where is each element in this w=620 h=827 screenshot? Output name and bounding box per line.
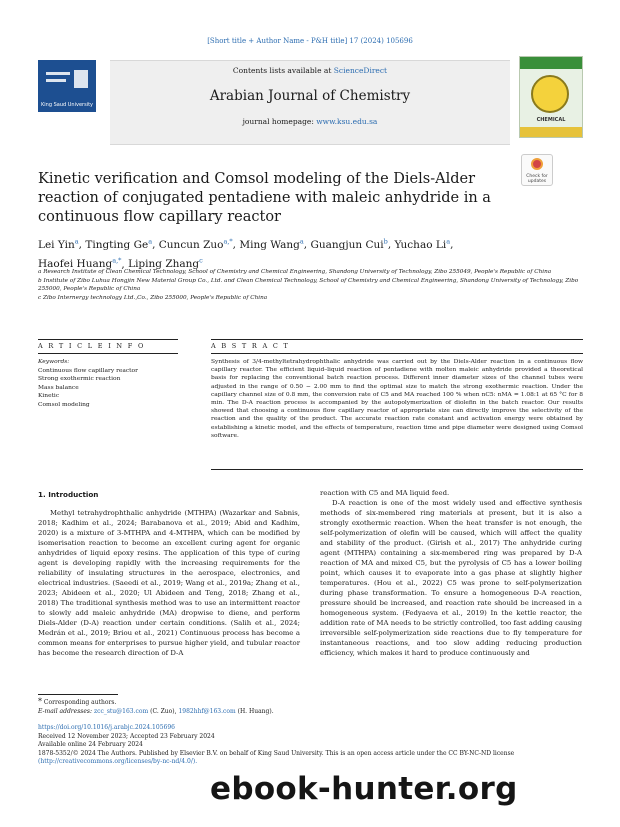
keyword: Kinetic — [38, 393, 60, 400]
publisher-emblem-icon — [38, 60, 96, 100]
received-line: Received 12 November 2023; Accepted 23 February 2024 — [38, 732, 215, 740]
check-for-updates-button[interactable] — [521, 154, 553, 186]
publisher-logo-text: King Saud University — [41, 102, 93, 108]
publication-info — [38, 724, 583, 767]
copyright-line: 1878-5352/© 2024 The Authors. Published by Elsevier B.V. on behalf of King Saud University. This is an open access article under the CC BY-NC-ND license — [38, 749, 515, 757]
running-head: [Short title + Author Name - P&H title] 17 (2024) 105696 — [207, 37, 413, 45]
abstract-text: Synthesis of 3/4-methyltetrahydrophthalic anhydride was carried out by the Diels-Alder reaction in a continuous flow capillary reactor. The efficient liquid–liquid reaction of pentadiene with molten maleic anhydride provided a theoretical basis for replacing the conventional batch reaction process. Different inner diameter sizes of the channel tubes were adjusted in the range of 0.50 − 2.00 mm to find the optimal size to match the strong exothermic reaction. Under the capillary channel size of 0.8 mm, the conversion rate of C5 and MA reached 100 % when nC5: nMA = 1.08:1 at 65 °C for 8 min. The D-A reaction process is accompanied by the autopolymerization of diolefin in the batch reactor. Our results showed that choosing a continuous flow capillary reactor of appropriate size can directly improve the selectivity of the reaction and the quality of the product. The accurate reaction rate constant and activation energy were obtained by establishing a kinetic model, and the effects of temperature, reaction time and pipe diameter were designed using Comsol software. — [211, 359, 583, 439]
available-line: Available online 24 February 2024 — [38, 741, 143, 749]
cover-emblem-icon — [531, 75, 569, 113]
divider — [38, 353, 178, 354]
contents-prefix: Contents lists available at — [232, 66, 334, 75]
publisher-logo — [38, 60, 96, 112]
author[interactable]: Lei Yin$^a$ — [38, 237, 79, 251]
author[interactable]: Liping Zhang$^c$ — [128, 256, 203, 270]
author-list: Lei Yin$^a$, Tingting Ge$^a$, Cuncun Zuo$^{a,*}$, Ming Wang$^a$, Guangjun Cui$^b$, Yuchao Li$^a$, Haofei Huang$^{a,*}$, Liping Zhang$^c$ — [38, 237, 454, 270]
homepage-line — [110, 117, 510, 126]
sciencedirect-link[interactable]: ScienceDirect — [333, 66, 388, 75]
author[interactable]: Guangjun Cui$^b$ — [310, 237, 388, 251]
check-updates-icon — [531, 158, 543, 170]
doi-link[interactable]: https://doi.org/10.1016/j.arabjc.2024.105696 — [38, 724, 175, 731]
cover-band-top — [520, 57, 582, 69]
divider — [211, 353, 583, 354]
corresponding-note: * Corresponding authors. — [38, 697, 117, 706]
affiliation: a Research Institute of Clean Chemical Technology, School of Chemistry and Chemical Engineering, Shandong University of Technology, Zibo 255049, People's Republic of China — [38, 269, 552, 275]
affiliation: c Zibo Internergy technology Ltd.,Co., Zibo 255000, People's Republic of China — [38, 295, 268, 301]
divider — [211, 469, 583, 470]
author[interactable]: Haofei Huang$^{a,*}$ — [38, 256, 122, 270]
divider — [211, 339, 583, 340]
keywords-block — [38, 358, 178, 410]
body-column-right — [320, 489, 582, 658]
journal-cover — [519, 56, 583, 138]
affiliation: b Institute of Zibo Luhua Hongjin New Material Group Co., Ltd. and Clean Chemical Technology, School of Chemistry and Chemical Engineering, Shandong University of Technology, Zibo 255000, People's Republic of China — [38, 278, 579, 292]
keyword: Mass balance — [38, 384, 79, 391]
footnote-divider — [38, 694, 118, 695]
paragraph: reaction with C5 and MA liquid feed. — [320, 489, 450, 497]
homepage-link[interactable]: www.ksu.edu.sa — [316, 117, 378, 126]
watermark: ebook-hunter.org — [210, 771, 518, 807]
author[interactable]: Cuncun Zuo$^{a,*}$ — [158, 237, 233, 251]
affiliations — [38, 268, 583, 303]
keyword: Strong exothermic reaction — [38, 376, 121, 383]
author[interactable]: Yuchao Li$^a$ — [394, 237, 451, 251]
author[interactable]: Ming Wang$^a$ — [239, 237, 304, 251]
paragraph: D-A reaction is one of the most widely used and effective synthesis methods of six-membered ring materials at present, but it is also a strongly exothermic reaction. When the heat transfer is not enough, the self-polymerization of olefin will be caused, which will affect the quality and stability of the product. (Girish et al., 2017) The anhydride curing agent (MTHPA) containing a six-membered ring was prepared by D-A reaction of MA and mixed C5, but the pyrolysis of C5 has a lower boiling point, which causes it to evaporate into a gas phase at slightly higher temperatures. (Hou et al., 2022) C5 was prone to self-polymerization during phase transformation. To ensure a homogeneous D-A reaction, pressure should be increased, and reaction rate should be increased in a homogeneous system. (Fedyaeva et al., 2019) In the kettle reactor, the addition rate of MA needs to be strictly controlled, too fast adding causing irreversible self-polymerization side reactions due to fly temperature for instantaneous reactions, and too slow adding reducing production efficiency, which makes it hard to produce continuously and — [320, 498, 582, 657]
body-column-left — [38, 509, 300, 659]
email-link[interactable]: 1982hhf@163.com — [178, 707, 236, 715]
article-info-heading: A R T I C L E I N F O — [38, 342, 146, 350]
journal-title: Arabian Journal of Chemistry — [209, 88, 411, 104]
license-link[interactable]: (http://creativecommons.org/licenses/by-nc-nd/4.0/). — [38, 758, 198, 766]
contents-line — [110, 66, 510, 75]
keyword: Comsol modeling — [38, 401, 90, 408]
divider — [38, 339, 178, 340]
footnote — [38, 698, 583, 716]
keyword: Continuous flow capillary reactor — [38, 367, 138, 374]
cover-label: CHEMICAL — [536, 117, 566, 123]
article-title: Kinetic verification and Comsol modeling of the Diels-Alder reaction of conjugated pentadiene with maleic anhydride in a continuous flow capillary reactor — [38, 171, 491, 225]
keywords-label: Keywords: — [38, 359, 70, 365]
email-line: E-mail addresses: zcc_stu@163.com (C. Zuo), 1982hhf@163.com (H. Huang). — [38, 707, 274, 715]
cover-band-bottom — [520, 127, 582, 137]
masthead — [110, 60, 510, 145]
paragraph: Methyl tetrahydrophthalic anhydride (MTHPA) (Wazarkar and Sabnis, 2018; Kadhim et al., 2024; Barabanova et al., 2019; Abid and Kadhim, 2020) is a mixture of 3-MTHPA and 4-MTHPA, which can be modified by isomerisation reaction to become an excellent curing agent for organic anhydrides of liquid epoxy resins. The application of this type of curing agent is developing rapidly with the increasing requirements for the reliability of insulating structures in the aerospace, electronics, and electrical industries. (Saeedi et al., 2019; Wang et al., 2019a; Zhang et al., 2023; Abideen et al., 2020; Ul Abideen and Teng, 2018; Zhang et al., 2018) The traditional synthesis method was to use an intermittent reactor to slowly add maleic anhydride (MA) dropwise to diene, and perform Diels-Alder (D-A) reaction under certain conditions. (Salih et al., 2024; Medrán et al., 2019; Briou et al., 2021) Continuous process has become a common means for enterprises to pursue higher yield, and tubular reactor has become the research direction of D-A — [38, 509, 300, 657]
check-updates-label: Check for updates — [526, 174, 548, 184]
email-link[interactable]: zcc_stu@163.com — [93, 707, 149, 715]
homepage-prefix: journal homepage: — [242, 117, 317, 126]
abstract-heading: A B S T R A C T — [211, 342, 290, 350]
section-heading-introduction: 1. Introduction — [38, 490, 99, 499]
author[interactable]: Tingting Ge$^a$ — [85, 237, 153, 251]
